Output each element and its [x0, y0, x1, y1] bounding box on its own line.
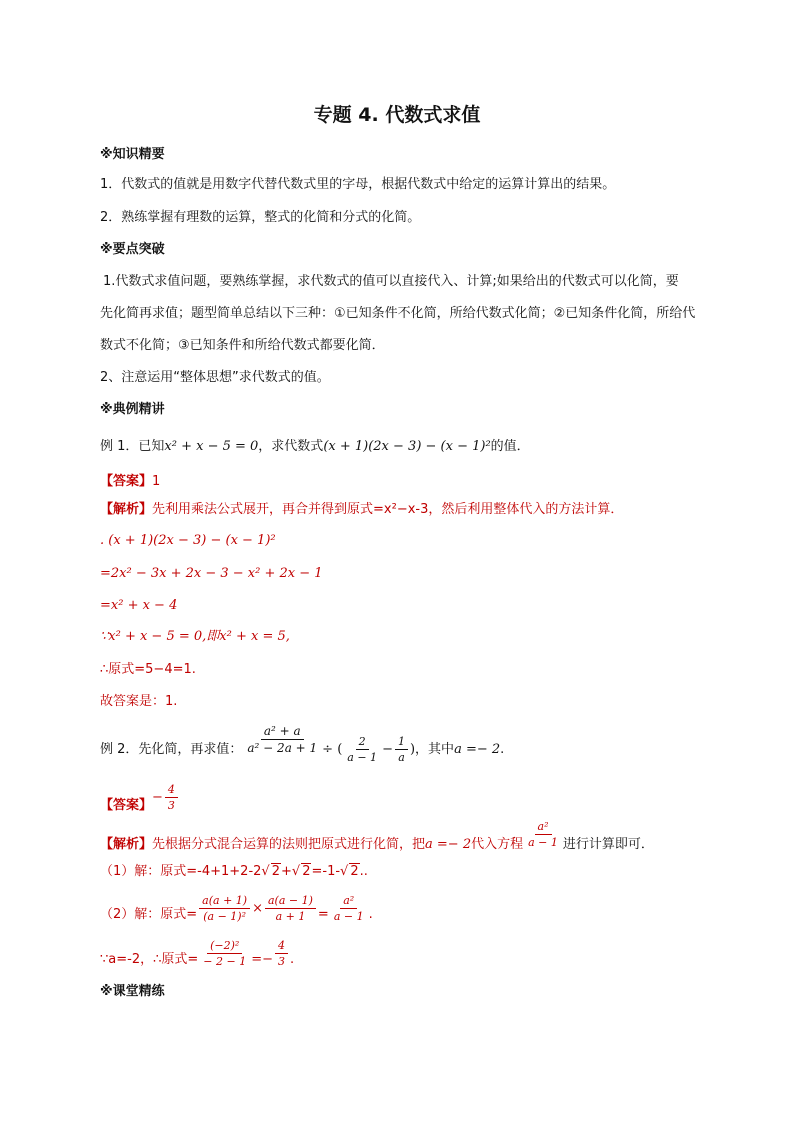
sqrt-icon: √: [261, 864, 270, 879]
answer-label: 【答案】: [100, 474, 153, 489]
period: .: [500, 742, 505, 757]
example2-fraction: [244, 724, 320, 755]
analysis-substitution: a =− 2: [425, 837, 472, 852]
where-text: ，其中: [415, 742, 455, 757]
fraction-numerator: 4: [165, 783, 178, 798]
example1-step-5: ∴原式=5−4=1.: [100, 662, 196, 677]
fraction-numerator: 4: [275, 939, 288, 954]
section-heading-keypoints: ※要点突破: [100, 242, 165, 257]
sqrt-radicand: 2: [271, 864, 280, 879]
example1-step-1: . (x + 1)(2x − 3) − (x − 1)²: [100, 533, 276, 548]
page-title: 专题 4. 代数式求值: [313, 104, 481, 126]
fraction-denominator: a − 1: [347, 751, 378, 764]
section-heading-examples: ※典例精讲: [100, 402, 165, 417]
fraction-numerator: a² + a: [261, 724, 304, 740]
fraction-numerator: 2: [356, 735, 369, 750]
example1-step-2: =2x² − 3x + 2x − 3 − x² + 2x − 1: [100, 566, 323, 581]
example1-condition: x² + x − 5 = 0: [164, 439, 259, 454]
step3-result-fraction: [275, 939, 288, 968]
example1-conclusion: 故答案是：1.: [100, 694, 178, 709]
example1-expression: (x + 1)(2x − 3) − (x − 1)²: [323, 439, 491, 454]
answer-label: 【答案】: [100, 798, 153, 813]
fraction-denominator: 3: [277, 955, 285, 968]
equals-sign: =−: [251, 952, 273, 967]
step-text: （1）解：原式=-4+1+2-2: [100, 864, 262, 879]
minus-operator: −: [382, 742, 393, 757]
answer-value: 1: [152, 474, 161, 489]
fraction-numerator: (−2)²: [207, 939, 242, 954]
example1-question: [100, 437, 530, 457]
fraction-denominator: − 2 − 1: [203, 955, 247, 968]
example1-prefix: 例 1．已知: [100, 439, 165, 454]
example1-middle: ，求代数式: [258, 439, 324, 454]
fraction-denominator: a + 1: [275, 910, 306, 923]
fraction-denominator: (a − 1)²: [203, 910, 247, 923]
step-text: （2）解：原式=: [100, 907, 198, 922]
example1-answer: [100, 472, 160, 492]
example2-fraction-2: [344, 735, 380, 764]
example2-condition: a =− 2: [454, 742, 501, 757]
analysis-text: 先利用乘法公式展开，再合并得到原式=x²−x-3，然后利用整体代入的方法计算．: [152, 502, 624, 517]
example2-fraction-3: [395, 735, 408, 764]
fraction-numerator: a(a − 1): [265, 894, 316, 909]
analysis-text: 先根据分式混合运算的法则把原式进行化简，把: [152, 837, 426, 852]
fraction-numerator: a²: [535, 820, 552, 835]
times-operator: ×: [252, 901, 263, 916]
fraction-numerator: 1: [395, 735, 408, 750]
example1-analysis: [100, 500, 623, 520]
example1-suffix: 的值．: [490, 439, 530, 454]
example2-prefix: 例 2．先化简，再求值：: [100, 742, 243, 757]
analysis-text: 代入方程: [471, 837, 524, 852]
example2-step-1: [100, 862, 368, 882]
knowledge-item-2: 2．熟练掌握有理数的运算，整式的化简和分式的化简。: [100, 210, 421, 225]
sqrt-icon: √: [340, 864, 349, 879]
keypoint-line-2: 先化简再求值；题型简单总结以下三种：①已知条件不化简，所给代数式化简；②已知条件化简，所给代: [100, 306, 696, 321]
section-heading-knowledge: ※知识精要: [100, 147, 165, 162]
sqrt-radicand: 2: [302, 864, 311, 879]
fraction-denominator: a² − 2a + 1: [247, 741, 318, 755]
step-text: .: [289, 952, 295, 967]
keypoint-line-1: 1.代数式求值问题，要熟练掌握，求代数式的值可以直接代入、计算;如果给出的代数式可以化简，要: [103, 274, 679, 289]
keypoint-line-4: 2、注意运用“整体思想”求代数式的值。: [100, 370, 330, 385]
example2-step-3: [100, 938, 294, 982]
section-heading-practice: ※课堂精练: [100, 984, 165, 999]
answer-fraction: [165, 783, 178, 812]
step2-fraction-3: [331, 894, 367, 923]
step2-fraction-2: [265, 894, 316, 923]
analysis-label: 【解析】: [100, 837, 153, 852]
step-text: .: [368, 907, 373, 922]
example2-step-2: [100, 890, 373, 940]
sqrt-icon: √: [291, 864, 301, 879]
answer-sign: −: [152, 790, 163, 805]
fraction-numerator: a(a + 1): [199, 894, 250, 909]
keypoint-line-3: 数式不化简；③已知条件和所给代数式都要化简．: [100, 338, 385, 353]
example2-question: [100, 720, 504, 780]
step3-fraction: [200, 939, 249, 968]
fraction-denominator: a: [398, 751, 405, 764]
example1-step-4: ∵x² + x − 5 = 0,即x² + x = 5,: [100, 629, 290, 644]
fraction-numerator: a²: [340, 894, 357, 909]
fraction-denominator: 3: [167, 799, 175, 812]
step2-fraction-1: [199, 894, 250, 923]
step-text: ∵a=-2，∴原式=: [100, 952, 199, 967]
fraction-denominator: a − 1: [333, 910, 364, 923]
knowledge-item-1: 1．代数式的值就是用数字代替代数式里的字母，根据代数式中给定的运算计算出的结果。: [100, 177, 616, 192]
step-text: =-1-: [311, 864, 341, 879]
divide-operator: ÷ (: [322, 742, 343, 757]
example1-step-3: =x² + x − 4: [100, 598, 178, 613]
analysis-text: 进行计算即可．: [562, 837, 654, 852]
sqrt-radicand: 2: [350, 864, 359, 879]
analysis-label: 【解析】: [100, 502, 153, 517]
fraction-denominator: a − 1: [528, 836, 558, 849]
plus-operator: +: [281, 864, 292, 879]
close-paren: ): [409, 742, 416, 757]
step-text: ..: [359, 864, 368, 879]
analysis-fraction: [525, 820, 561, 849]
equals-sign: =: [317, 907, 329, 922]
